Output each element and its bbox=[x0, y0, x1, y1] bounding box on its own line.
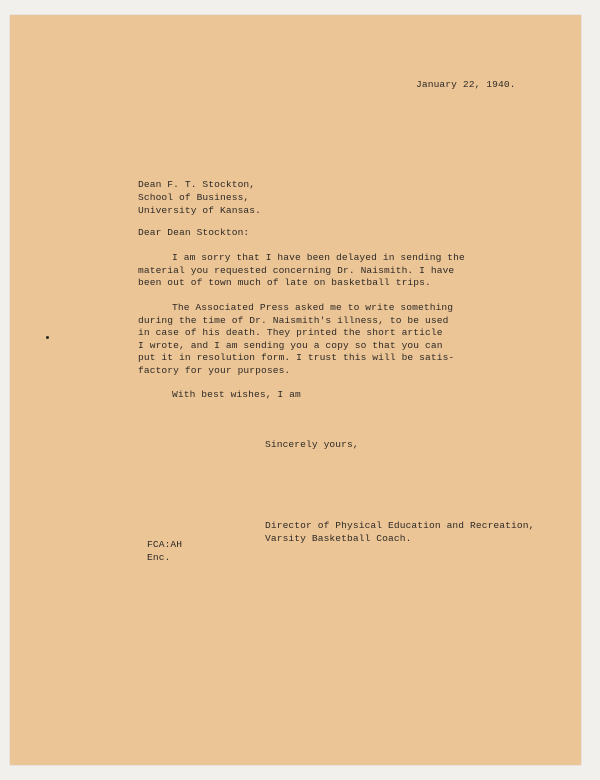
reference-initials: FCA:AH bbox=[147, 539, 183, 550]
enclosure-notation: Enc. bbox=[147, 552, 171, 563]
paragraph-1-line-2: material you requested concerning Dr. Naismith. I have bbox=[138, 265, 455, 276]
salutation: Dear Dean Stockton: bbox=[138, 227, 250, 238]
signature-title-line-1: Director of Physical Education and Recreation, bbox=[265, 520, 535, 531]
letter-page bbox=[10, 15, 581, 765]
recipient-name: Dean F. T. Stockton, bbox=[138, 179, 256, 190]
signature-title-line-2: Varsity Basketball Coach. bbox=[265, 533, 412, 544]
paragraph-2-line-3: in case of his death. They printed the short article bbox=[138, 327, 443, 338]
ink-speck bbox=[46, 336, 49, 339]
paragraph-3: With best wishes, I am bbox=[172, 389, 301, 400]
paragraph-1-line-1: I am sorry that I have been delayed in sending the bbox=[172, 252, 465, 263]
recipient-institution: University of Kansas. bbox=[138, 205, 262, 216]
paragraph-2-line-6: factory for your purposes. bbox=[138, 365, 291, 376]
paragraph-2-line-1: The Associated Press asked me to write something bbox=[172, 302, 454, 313]
paragraph-2-line-2: during the time of Dr. Naismith's illness, to be used bbox=[138, 315, 449, 326]
paragraph-2-line-5: put it in resolution form. I trust this will be satis- bbox=[138, 352, 455, 363]
paragraph-2-line-4: I wrote, and I am sending you a copy so that you can bbox=[138, 340, 443, 351]
paragraph-1-line-3: been out of town much of late on basketball trips. bbox=[138, 277, 431, 288]
recipient-department: School of Business, bbox=[138, 192, 250, 203]
complimentary-close: Sincerely yours, bbox=[265, 439, 359, 450]
letter-date: January 22, 1940. bbox=[416, 79, 516, 90]
